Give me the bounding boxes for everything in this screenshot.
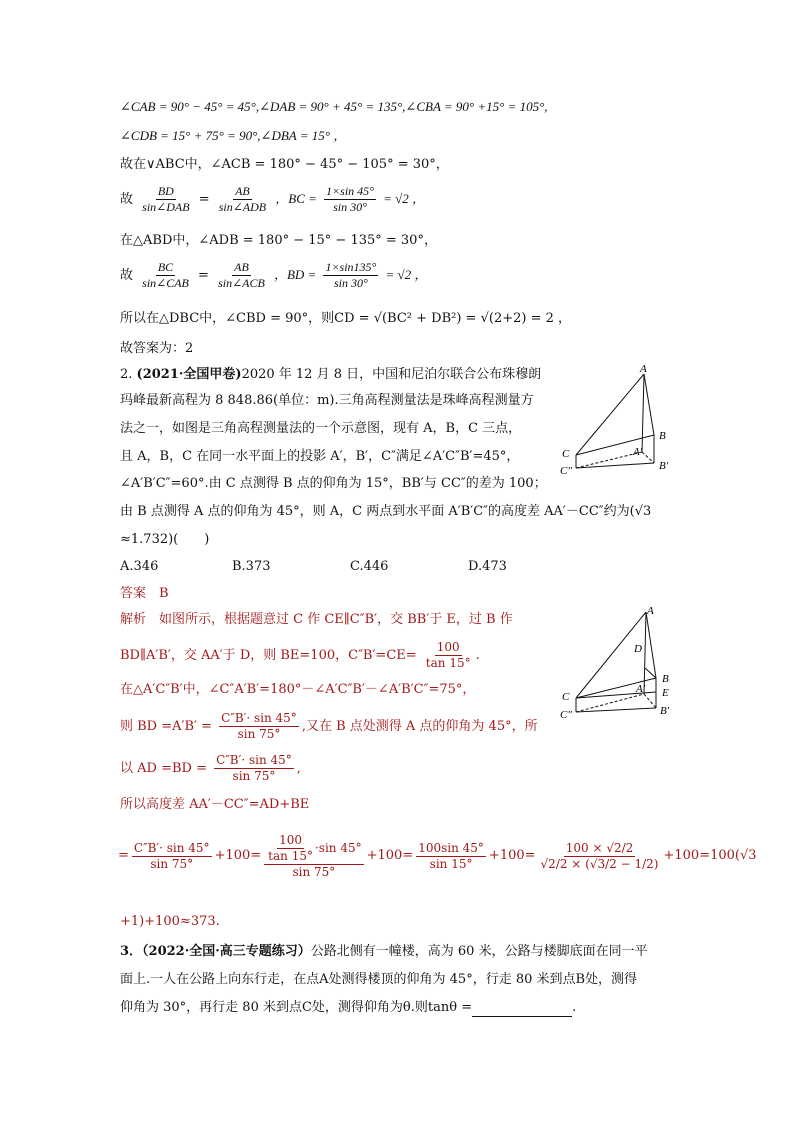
fig2-label-a: A — [647, 605, 654, 617]
equals: = — [118, 848, 129, 863]
fig1-label-a-prime: A′ — [633, 446, 643, 458]
fraction — [323, 260, 378, 291]
option-d: D.473 — [468, 559, 507, 574]
triangulation-figure-1 — [556, 362, 680, 478]
fig2-label-b: B — [662, 673, 669, 685]
fraction — [424, 640, 473, 671]
numerator: BC — [157, 260, 174, 274]
sol-line-1: ∠CAB = 90° − 45° = 45°,∠DAB = 90° + 45° = 135°,∠CBA = 90° +15° = 105°, — [120, 99, 548, 114]
denominator: tan 15° — [425, 656, 471, 670]
sol-text: +100= — [214, 848, 262, 863]
q2-line-3: 法之一，如图是三角高程测量法的一个示意图，现有 A，B，C 三点， — [120, 421, 522, 436]
fig1-label-b-prime: B′ — [659, 460, 669, 472]
sol-text: ·sin 45° — [314, 840, 362, 855]
q2-line-6: 由 B 点测得 A 点的仰角为 45°，则 A，C 两点到水平面 A′B′C″的高度差 AA′－CC″约为(√3 — [120, 504, 652, 519]
q2-line-7: ≈1.732)( ) — [120, 532, 210, 547]
fig2-label-c: C — [562, 691, 570, 703]
q3-line-3 — [120, 999, 576, 1017]
denominator: sin 75° — [237, 727, 281, 741]
fraction — [539, 841, 661, 872]
denominator: tan 15° — [268, 848, 313, 863]
fig2-label-c-prime: C″ — [560, 709, 572, 720]
fig1-label-c-prime: C″ — [560, 465, 572, 477]
fig2-label-e: E — [662, 687, 669, 699]
q3-line-1 — [120, 943, 648, 961]
fig2-label-a-prime: A′ — [636, 683, 646, 695]
denominator: √2/2 × (√3/2 − 1/2) — [540, 856, 659, 871]
sol-line-4 — [120, 184, 425, 215]
denominator: sin 75° — [232, 769, 276, 783]
option-b: B.373 — [232, 559, 271, 574]
denominator: sin∠DAB — [142, 200, 190, 214]
fig1-label-c: C — [562, 448, 570, 460]
question-text: . — [572, 1000, 577, 1015]
fraction — [132, 841, 212, 872]
numerator — [264, 833, 363, 865]
sol-text: +100=100(√3 — [663, 848, 757, 863]
question-text: 仰角为 30°，再行走 80 米到点C处，测得仰角为θ.则tanθ = — [120, 1000, 473, 1015]
fraction — [219, 711, 299, 742]
option-a: A.346 — [120, 559, 159, 574]
q2-line-5: ∠A′B′C″=60°.由 C 点测得 B 点的仰角为 15°，BB′与 CC″的差为 100； — [120, 476, 547, 491]
sol-text: +100= — [366, 848, 414, 863]
sol2-line-6: 所以高度差 AA′－CC″=AD+BE — [120, 797, 310, 812]
fig2-label-b-prime: B′ — [660, 705, 670, 717]
numerator: 100 × √2/2 — [565, 840, 634, 855]
sol-text: ,又在 B 点处测得 A 点的仰角为 45°，所 — [301, 719, 538, 734]
sol2-line-3: 在△A′C″B′中，∠C″A′B′=180°－∠A′C″B′－∠A′B′C″=75°， — [120, 682, 476, 697]
option-c: C.446 — [350, 559, 389, 574]
q2-line-2: 玛峰最新高程为 8 848.86(单位：m).三角高程测量法是珠峰高程测量方 — [120, 393, 534, 408]
numerator: 100 — [436, 640, 460, 654]
sol-text: 则 BD =A′B′ = — [120, 719, 213, 734]
fraction — [216, 260, 267, 291]
sol-text: 故 — [120, 268, 134, 283]
numerator: 1×sin 45° — [326, 184, 374, 198]
fraction — [324, 184, 376, 215]
denominator: sin∠ACB — [218, 276, 265, 290]
numerator: C″B′· sin 45° — [133, 840, 210, 855]
numerator: BD — [157, 184, 174, 198]
sol-text: , — [296, 761, 301, 776]
question-text: 公路北侧有一幢楼，高为 60 米，公路与楼脚底面在同一平 — [310, 944, 648, 959]
sol-text: +100= — [488, 848, 536, 863]
sol2-line-2 — [120, 640, 480, 671]
question-number: 3． — [120, 944, 143, 959]
sol-text: ，BD = — [273, 267, 317, 282]
question-source: (2021·全国甲卷) — [136, 367, 242, 382]
sol-line-8: 故答案为：2 — [120, 341, 194, 356]
sol-line-6: 故 $\frac{BC}{\text{sin∠CAB}}$ = $\frac{AB}{\text{sin∠ACB}}$ ，BD = $\frac{1\times\sin 135^\circ}{\sin 30^\circ}$ = √2 ， — [120, 260, 428, 290]
sol2-line-5 — [120, 753, 301, 784]
sol-line-7: 所以在△DBC中，∠CBD = 90°，则CD = √(BC² + DB²) = √(2+2) = 2 ， — [120, 311, 572, 326]
fig1-label-a: A — [640, 363, 647, 375]
equals: = — [198, 192, 210, 207]
sol2-line-1: 解析 如图所示，根据题意过 C 作 CE∥C″B′，交 BB′于 E，过 B 作 — [120, 612, 513, 627]
denominator: sin 30° — [334, 276, 368, 290]
q2-line-4: 且 A，B，C 在同一水平面上的投影 A′，B′，C″满足∠A′C″B′=45°， — [120, 449, 520, 464]
question-text: 2020 年 12 月 8 日，中国和尼泊尔联合公布珠穆朗 — [241, 367, 542, 382]
denominator: sin 30° — [333, 200, 367, 214]
denominator: sin 75° — [150, 856, 194, 871]
sol-text: = √2 ， — [385, 267, 428, 282]
sol-text: 以 AD =BD = — [120, 761, 207, 776]
sol2-line-8: +1)+100≈373. — [120, 914, 220, 929]
q3-line-2: 面上.一人在公路上向东行走，在点A处测得楼顶的仰角为 45°，行走 80 米到点B处，测得 — [120, 972, 638, 987]
sol-text: . — [475, 648, 480, 663]
fraction — [217, 184, 268, 215]
fig2-label-d: D — [634, 643, 642, 655]
denominator: sin 15° — [429, 856, 473, 871]
fraction — [266, 833, 315, 864]
q2-line-1 — [120, 366, 541, 384]
sol-line-2: ∠CDB = 15° + 75° = 90°,∠DBA = 15° ， — [120, 128, 347, 143]
numerator: 100sin 45° — [418, 840, 484, 855]
question-source: （2022·全国·高三专题练习） — [142, 944, 311, 959]
fraction — [140, 260, 191, 291]
sol-text: BD∥A′B′，交 AA′于 D，则 BE=100，C″B′=CE= — [120, 648, 417, 663]
numerator: 1×sin135° — [325, 260, 377, 274]
sol-line-5: 在△ABD中，∠ADB = 180° − 15° − 135° = 30°， — [120, 233, 437, 248]
sol-text: ，BC = — [275, 191, 317, 206]
fraction — [416, 841, 486, 872]
numerator: AB — [234, 260, 249, 274]
fraction — [140, 184, 191, 215]
sol2-line-7 — [118, 828, 757, 884]
fig1-label-b: B — [659, 430, 666, 442]
answer-blank[interactable] — [472, 1004, 572, 1017]
answer-label: 答案 B — [120, 586, 169, 601]
numerator: C″B′· sin 45° — [221, 711, 297, 725]
sol-text: = √2 ， — [383, 191, 426, 206]
denominator: sin∠ADB — [218, 200, 267, 214]
numerator: 100 — [279, 832, 303, 847]
numerator: AB — [235, 184, 250, 198]
question-number: 2. — [120, 367, 133, 382]
sol2-line-4 — [120, 711, 538, 742]
fraction — [214, 753, 294, 784]
denominator: sin 75° — [292, 864, 336, 879]
triangulation-figure-2 — [556, 602, 680, 720]
fraction — [264, 833, 363, 880]
sol-text: 故 — [120, 192, 134, 207]
sol-line-3: 故在∨ABC中，∠ACB = 180° − 45° − 105° = 30°， — [120, 157, 449, 172]
denominator: sin∠CAB — [142, 276, 189, 290]
numerator: C″B′· sin 45° — [216, 753, 292, 767]
